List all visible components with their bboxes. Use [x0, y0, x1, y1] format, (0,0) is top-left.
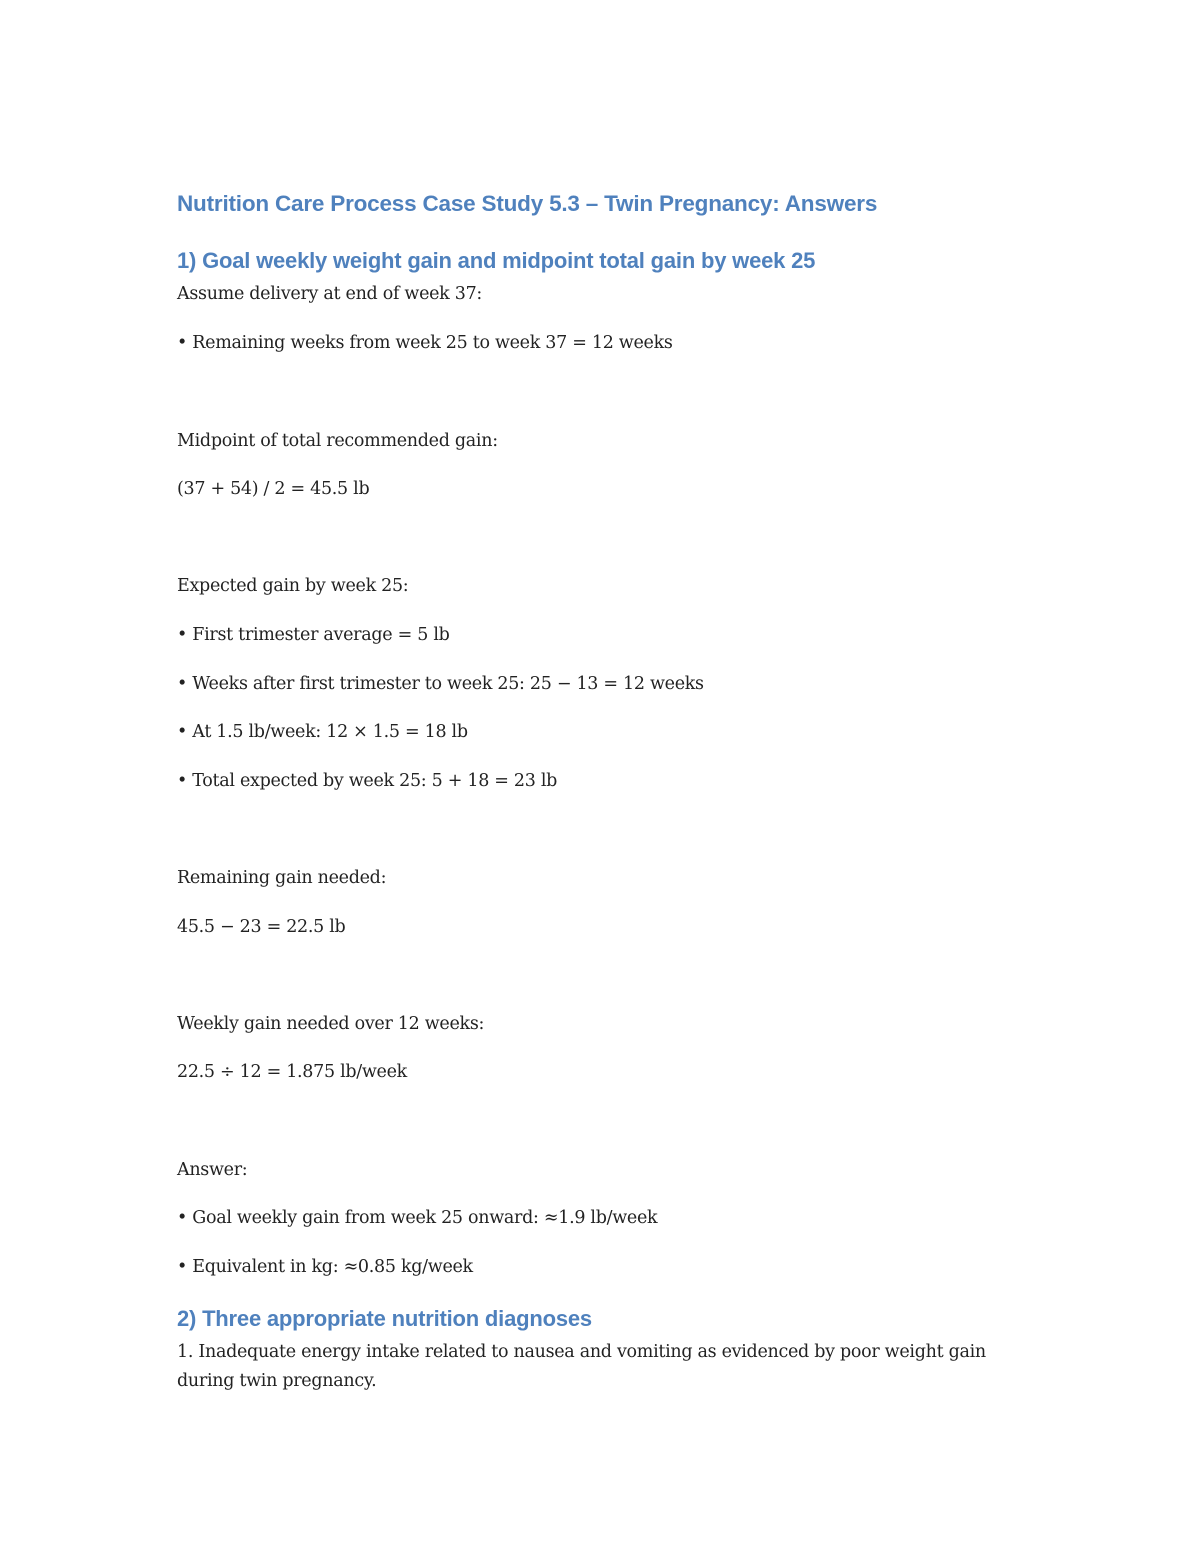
weeks-after-bullet: • Weeks after first trimester to week 25: 25 − 13 = 12 weeks [177, 674, 704, 694]
expected-gain-label: Expected gain by week 25: [177, 576, 409, 596]
answer-goal-bullet: • Goal weekly gain from week 25 onward: ≈1.9 lb/week [177, 1208, 658, 1228]
weekly-gain-label: Weekly gain needed over 12 weeks: [177, 1014, 485, 1034]
diagnosis-item-1: 1. Inadequate energy intake related to nausea and vomiting as evidenced by poor weight gain during twin pregnancy. [177, 1342, 986, 1391]
remaining-gain-calculation: 45.5 − 23 = 22.5 lb [177, 917, 346, 937]
answer-label: Answer: [177, 1160, 248, 1180]
section-1-heading: 1) Goal weekly weight gain and midpoint total gain by week 25 [177, 248, 816, 273]
first-trimester-bullet: • First trimester average = 5 lb [177, 625, 450, 645]
rate-calculation-bullet: • At 1.5 lb/week: 12 × 1.5 = 18 lb [177, 722, 468, 742]
total-expected-bullet: • Total expected by week 25: 5 + 18 = 23 lb [177, 771, 558, 791]
midpoint-label: Midpoint of total recommended gain: [177, 431, 498, 451]
document-title: Nutrition Care Process Case Study 5.3 – Twin Pregnancy: Answers [177, 191, 878, 216]
assumption-text: Assume delivery at end of week 37: [177, 284, 483, 304]
midpoint-calculation: (37 + 54) / 2 = 45.5 lb [177, 479, 370, 499]
answer-kg-bullet: • Equivalent in kg: ≈0.85 kg/week [177, 1257, 473, 1277]
section-2-heading: 2) Three appropriate nutrition diagnoses [177, 1306, 592, 1331]
remaining-weeks-bullet: • Remaining weeks from week 25 to week 37 = 12 weeks [177, 333, 673, 353]
weekly-gain-calculation: 22.5 ÷ 12 = 1.875 lb/week [177, 1062, 407, 1082]
remaining-gain-label: Remaining gain needed: [177, 868, 387, 888]
